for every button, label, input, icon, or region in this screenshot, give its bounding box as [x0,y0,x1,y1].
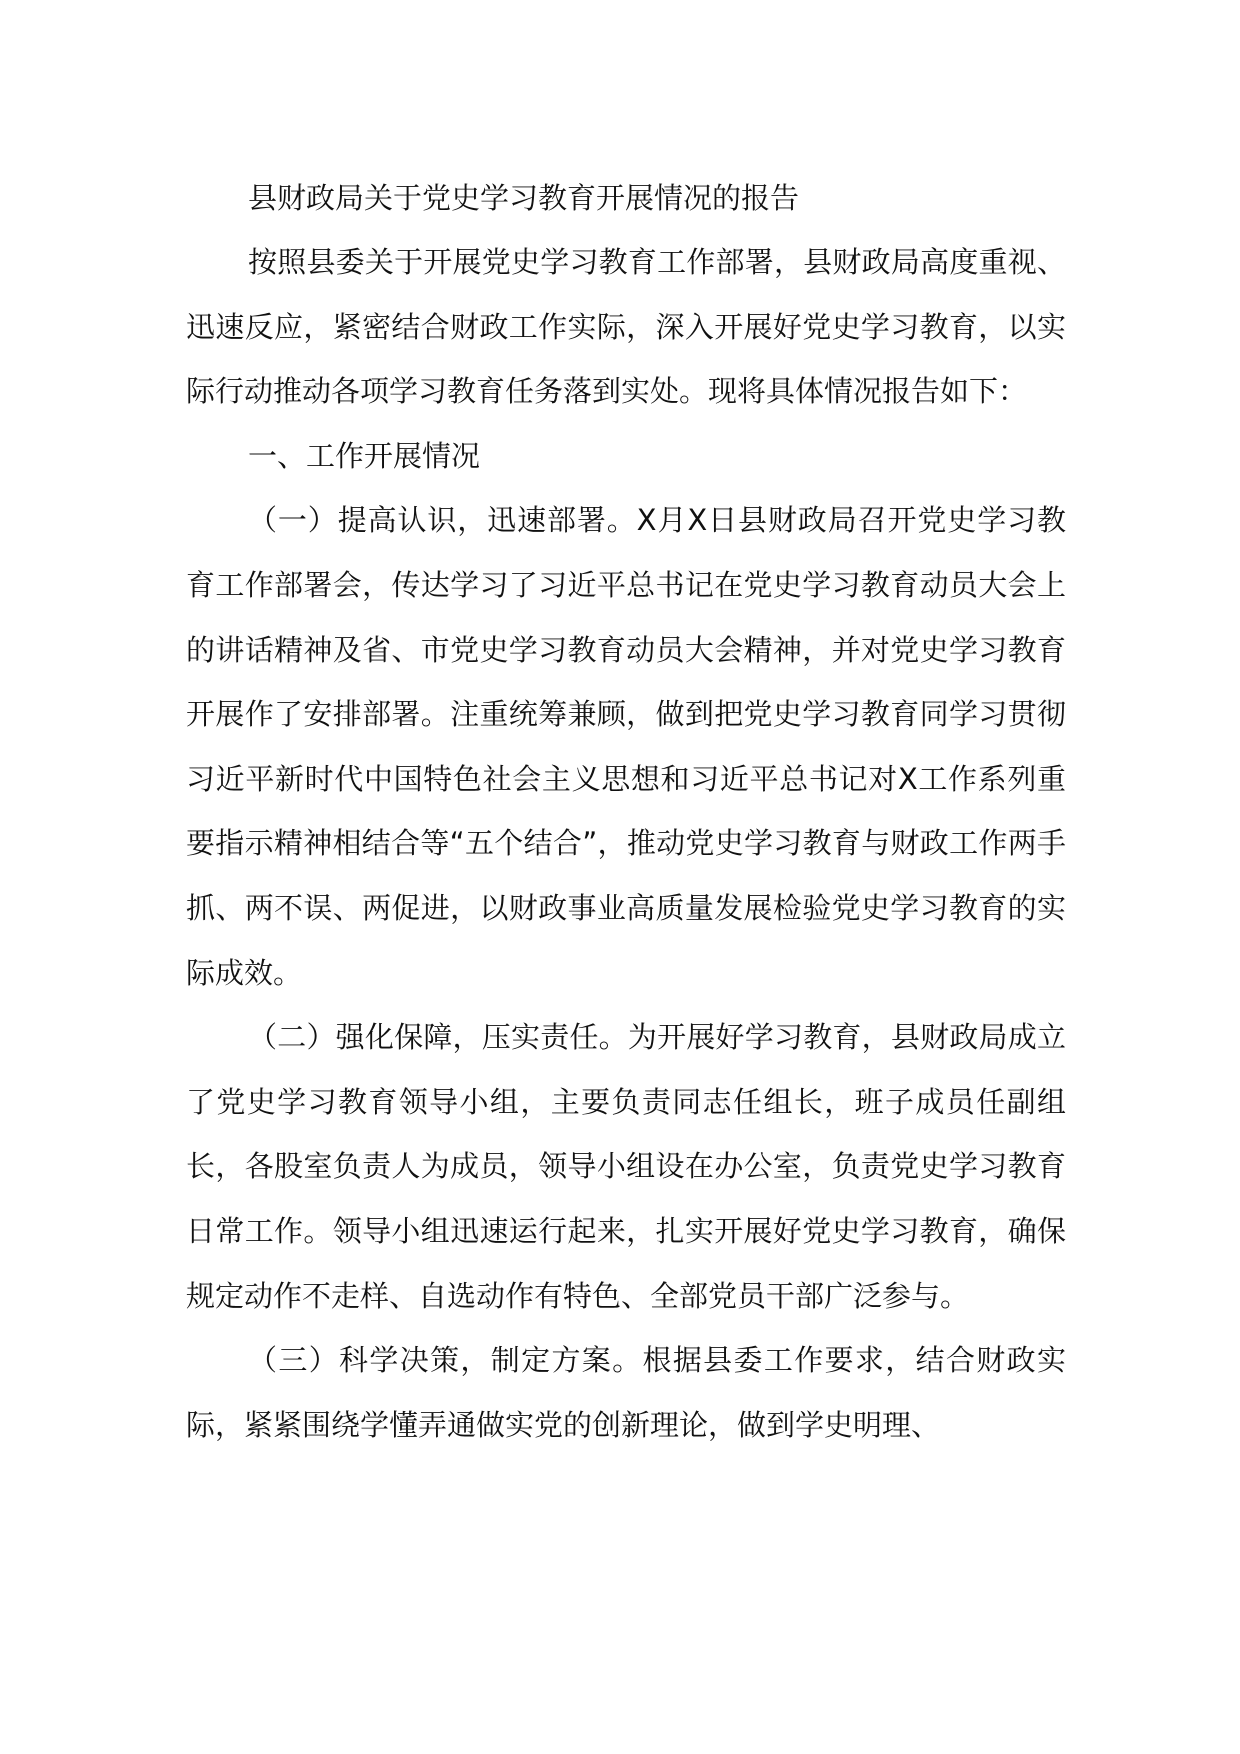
section-heading: 一、工作开展情况 [248,438,481,473]
paragraph-2: （二）强化保障，压实责任。为开展好学习教育，县财政局成立了党史学习教育领导小组，主要负责同志任组长，班子成员任副组长，各股室负责人为成员，领导小组设在办公室，负责党史学习教育日常工作。领导小组迅速运行起来，扎实开展好党史学习教育，确保规定动作不走样、自选动作有特色、全部党员干部广泛参与。 [186,1020,1066,1313]
paragraph-3: （三）科学决策，制定方案。根据县委工作要求，结合财政实际，紧紧围绕学懂弄通做实党的创新理论，做到学史明理、 [186,1343,1066,1442]
paragraph-1: （一）提高认识，迅速部署。X月X日县财政局召开党史学习教育工作部署会，传达学习了习近平总书记在党史学习教育动员大会上的讲话精神及省、市党史学习教育动员大会精神，并对党史学习教育开展作了安排部署。注重统筹兼顾，做到把党史学习教育同学习贯彻习近平新时代中国特色社会主义思想和习近平总书记对X工作系列重要指示精神相结合等“五个结合”，推动党史学习教育与财政工作两手抓、两不误、两促进，以财政事业高质量发展检验党史学习教育的实际成效。 [186,503,1066,990]
document-body [186,166,1066,1457]
document-title: 县财政局关于党史学习教育开展情况的报告 [248,181,800,215]
intro-paragraph: 按照县委关于开展党史学习教育工作部署，县财政局高度重视、迅速反应，紧密结合财政工作实际，深入开展好党史学习教育，以实际行动推动各项学习教育任务落到实处。现将具体情况报告如下： [186,245,1066,409]
